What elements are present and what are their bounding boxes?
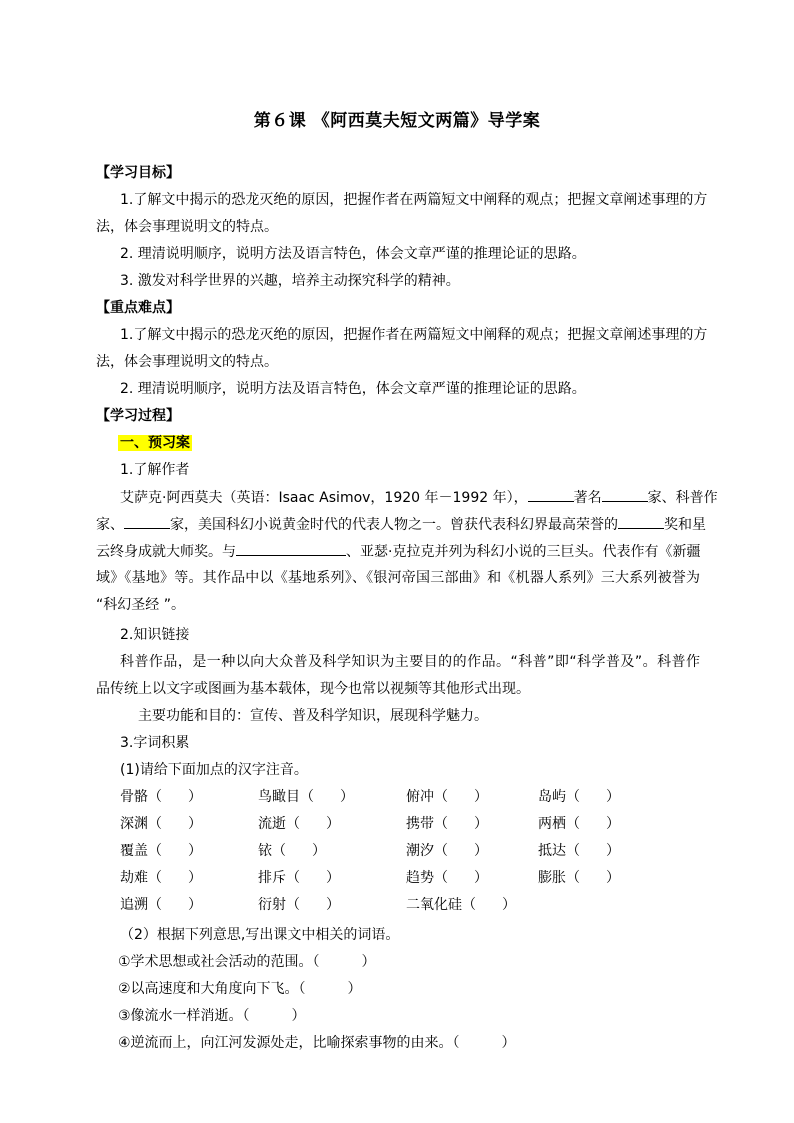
author-line-1 [120, 487, 718, 508]
vocab-close: ） [340, 789, 354, 805]
vocab-word: 岛屿（ [538, 789, 580, 805]
vocab-item [538, 841, 620, 861]
vocab-item [538, 868, 620, 888]
author-line-2-mid: 家，美国科幻小说黄金时代的代表人物之一。曾获代表科幻界最高荣誉的 [170, 517, 618, 533]
fill-blank[interactable] [618, 514, 664, 529]
vocab-word: 潮汐（ [406, 843, 448, 859]
vocab-item [258, 814, 340, 834]
vocab-item [406, 787, 488, 807]
vocab-item [538, 814, 620, 834]
vocab-word: 衍射（ [258, 897, 300, 913]
objective-3: 3. 激发对科学世界的兴趣，培养主动探究科学的精神。 [120, 273, 460, 289]
vocab-close: ） [326, 870, 340, 886]
vocab-close: ） [188, 843, 202, 859]
objective-1-line-1: 1.了解文中揭示的恐龙灭绝的原因，把握作者在两篇短文中阐释的观点；把握文章阐述事理的方 [120, 192, 708, 208]
author-line-5: “科幻圣经 ”。 [96, 597, 185, 613]
vocab-item [120, 787, 202, 807]
page-title: 第６课 《阿西莫夫短文两篇》导学案 [253, 111, 541, 131]
definition-3: ③像流水一样消逝。（ ） [118, 1008, 306, 1024]
subheading-author: 1.了解作者 [120, 462, 190, 478]
vocab-item [258, 787, 354, 807]
fill-blank[interactable] [602, 487, 648, 502]
vocab-item [258, 841, 326, 861]
vocab-word: 俯冲（ [406, 789, 448, 805]
vocab-close: ） [606, 789, 620, 805]
question-2: （2）根据下列意思,写出课文中相关的词语。 [120, 927, 400, 943]
vocab-close: ） [474, 789, 488, 805]
vocab-item [258, 868, 340, 888]
vocab-word: 追溯（ [120, 897, 162, 913]
knowledge-line-3: 主要功能和目的：宣传、普及科学知识，展现科学魅力。 [138, 708, 488, 724]
vocab-word: 两栖（ [538, 816, 580, 832]
author-line-2-text: 家、 [96, 517, 124, 533]
author-line-3-text: 云终身成就大师奖。与 [96, 544, 236, 560]
vocab-word: 抵达（ [538, 843, 580, 859]
vocab-close: ） [188, 816, 202, 832]
vocab-word: 膨胀（ [538, 870, 580, 886]
vocab-item [406, 868, 488, 888]
fill-blank[interactable] [124, 514, 170, 529]
vocab-close: ） [606, 870, 620, 886]
author-line-2 [96, 514, 706, 535]
vocab-close: ） [312, 843, 326, 859]
knowledge-line-2: 品传统上以文字或图画为基本载体，现今也常以视频等其他形式出现。 [96, 681, 530, 697]
vocab-item [258, 895, 340, 915]
preview-section-highlight: 一、预习案 [120, 435, 190, 451]
vocab-word: 排斥（ [258, 870, 300, 886]
definition-2: ②以高速度和大角度向下飞。（ ） [118, 981, 362, 997]
vocab-close: ） [502, 897, 516, 913]
author-line-1-end: 家、科普作 [647, 490, 718, 506]
author-line-3 [96, 541, 700, 562]
objective-1-line-2: 法，体会事理说明文的特点。 [96, 219, 278, 235]
objective-2: 2. 理清说明顺序，说明方法及语言特色，体会文章严谨的推理论证的思路。 [120, 246, 586, 262]
fill-blank[interactable] [236, 541, 346, 556]
heading-key-points: 【重点难点】 [96, 300, 180, 316]
vocab-close: ） [188, 870, 202, 886]
vocab-item [120, 895, 202, 915]
author-line-1-mid: 著名 [573, 490, 602, 506]
vocab-word: 二氧化硅（ [406, 897, 476, 913]
vocab-item [120, 841, 202, 861]
author-line-1-text: 艾萨克·阿西莫夫（英语：Isaac Asimov，1920 年－1992 年）， [120, 490, 528, 506]
definition-4: ④逆流而上，向江河发源处走，比喻探索事物的由来。（ ） [118, 1035, 516, 1051]
vocab-item [120, 814, 202, 834]
author-line-2-end: 奖和星 [664, 517, 706, 533]
vocab-word: 覆盖（ [120, 843, 162, 859]
vocab-item [406, 895, 516, 915]
subheading-vocabulary: 3.字词积累 [120, 735, 190, 751]
question-1: (1)请给下面加点的汉字注音。 [120, 762, 308, 778]
vocab-close: ） [326, 897, 340, 913]
keypoint-1-line-2: 法，体会事理说明文的特点。 [96, 354, 278, 370]
author-line-4: 域》《基地》等。其作品中以《基地系列》、《银河帝国三部曲》和《机器人系列》三大系列被誉为 [96, 570, 700, 586]
vocab-close: ） [188, 897, 202, 913]
vocab-item [120, 868, 202, 888]
vocab-item [538, 787, 620, 807]
preview-section-label [118, 433, 192, 453]
vocab-word: 趋势（ [406, 870, 448, 886]
fill-blank[interactable] [528, 487, 574, 502]
vocab-word: 骨骼（ [120, 789, 162, 805]
knowledge-line-1: 科普作品，是一种以向大众普及科学知识为主要目的的作品。“科普”即“科学普及”。科普作 [120, 654, 700, 670]
keypoint-1-line-1: 1.了解文中揭示的恐龙灭绝的原因，把握作者在两篇短文中阐释的观点；把握文章阐述事理的方 [120, 327, 708, 343]
vocab-close: ） [188, 789, 202, 805]
vocab-word: 深渊（ [120, 816, 162, 832]
vocab-item [406, 814, 488, 834]
vocab-word: 劫难（ [120, 870, 162, 886]
vocab-word: 携带（ [406, 816, 448, 832]
vocab-close: ） [474, 870, 488, 886]
keypoint-2: 2. 理清说明顺序，说明方法及语言特色，体会文章严谨的推理论证的思路。 [120, 381, 586, 397]
vocab-word: 鸟瞰目（ [258, 789, 314, 805]
vocab-close: ） [326, 816, 340, 832]
vocab-close: ） [606, 816, 620, 832]
heading-learning-process: 【学习过程】 [96, 408, 180, 424]
vocab-close: ） [474, 816, 488, 832]
vocab-word: 流逝（ [258, 816, 300, 832]
vocab-word: 铱（ [258, 843, 286, 859]
vocab-close: ） [474, 843, 488, 859]
vocab-item [406, 841, 488, 861]
definition-1: ①学术思想或社会活动的范围。（ ） [118, 954, 376, 970]
heading-learning-objectives: 【学习目标】 [96, 165, 180, 181]
subheading-knowledge-link: 2.知识链接 [120, 627, 190, 643]
vocab-close: ） [606, 843, 620, 859]
author-line-3-end: 、亚瑟·克拉克并列为科幻小说的三巨头。代表作有《新疆 [346, 544, 701, 560]
